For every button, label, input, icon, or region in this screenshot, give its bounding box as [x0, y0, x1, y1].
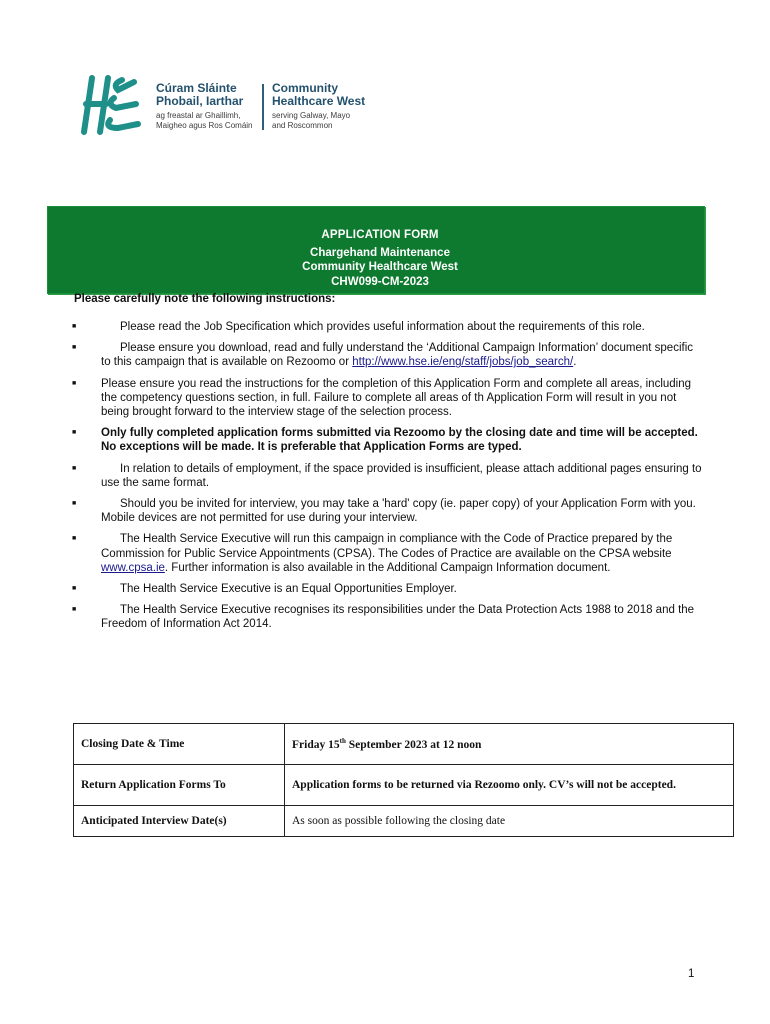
- instruction-text: The Health Service Executive recognises its responsibilities under the Data Protection Acts 1988 to 2018 and the Freedom of Information Act 2014.: [101, 604, 695, 631]
- form-title: APPLICATION FORM: [321, 229, 439, 241]
- logo-english-sub-1: serving Galway, Mayo: [272, 111, 351, 120]
- instruction-text: Please read the Job Specification which provides useful information about the requirements of this role.: [120, 321, 645, 333]
- instruction-text: Only fully completed application forms submitted via Rezoomo by the closing date and time will be accepted. No exceptions will be made. It is preferable that Application Forms are typed.: [101, 427, 698, 454]
- logo-english-sub-2: and Roscommon: [272, 121, 333, 130]
- bullet-icon: ■: [72, 585, 77, 593]
- instruction-text-end: .: [573, 356, 577, 369]
- job-title: Chargehand Maintenance: [310, 246, 450, 259]
- return-forms-label: Return Application Forms To: [74, 765, 285, 806]
- logo-irish-name-2: Phobail, Iarthar: [156, 94, 244, 108]
- page-number: 1: [688, 968, 695, 980]
- hse-logo-icon: [78, 74, 148, 136]
- instructions-list: [72, 320, 702, 632]
- instruction-text: Please ensure you read the instructions for the completion of this Application Form and complete all areas, including the competency questions section, in full. Failure to complete all areas of th Application Form will result in you not being brought forward to the interview stage of the selection process.: [101, 377, 692, 419]
- list-item: [72, 341, 702, 369]
- list-item: [72, 462, 702, 490]
- hse-logo: [78, 74, 378, 138]
- instructions-heading: Please carefully note the following instructions:: [74, 293, 336, 305]
- list-item: [72, 377, 702, 420]
- list-item: [72, 320, 702, 334]
- bullet-icon: ■: [72, 535, 77, 543]
- instruction-text: The Health Service Executive will run this campaign in compliance with the Code of Practice prepared by the Commission for Public Service Appointments (CPSA). The Codes of Practice are available on the CPSA website: [101, 533, 673, 560]
- bullet-icon: ■: [72, 464, 77, 472]
- hse-jobs-link[interactable]: http://www.hse.ie/eng/staff/jobs/job_search/: [352, 356, 574, 369]
- bullet-icon: ■: [72, 344, 77, 352]
- interview-date-value: As soon as possible following the closing date: [285, 806, 734, 837]
- instruction-text: Please ensure you download, read and fully understand the ‘Additional Campaign Information’ document specific to this campaign that is available on Rezoomo or: [101, 342, 694, 369]
- instruction-text: In relation to details of employment, if the space provided is insufficient, please attach additional pages ensuring to use the same format.: [101, 462, 702, 489]
- bullet-icon: ■: [72, 606, 77, 614]
- bullet-icon: ■: [72, 429, 77, 437]
- instruction-text: The Health Service Executive is an Equal Opportunities Employer.: [120, 583, 457, 596]
- interview-date-label: Anticipated Interview Date(s): [74, 806, 285, 837]
- closing-date-suffix: th: [339, 737, 346, 746]
- closing-date-day: Friday 15: [292, 738, 340, 751]
- closing-date-value: [285, 724, 734, 765]
- bullet-icon: ■: [72, 379, 77, 387]
- table-row: [74, 724, 734, 765]
- closing-date-rest: September 2023 at 12 noon: [345, 738, 482, 751]
- campaign-code: CHW099-CM-2023: [331, 275, 429, 288]
- list-item: [72, 532, 702, 575]
- list-item: [72, 497, 702, 525]
- instruction-text-end: . Further information is also available in the Additional Campaign Information document.: [164, 561, 611, 574]
- organisation-name: Community Healthcare West: [302, 261, 458, 273]
- cpsa-link[interactable]: www.cpsa.ie: [101, 561, 165, 574]
- logo-divider: [262, 84, 264, 130]
- table-row: [74, 806, 734, 837]
- key-dates-table: [73, 723, 734, 837]
- logo-irish-sub-1: ag freastal ar Ghaillimh,: [156, 111, 241, 120]
- closing-date-label: Closing Date & Time: [74, 724, 285, 765]
- table-row: [74, 765, 734, 806]
- list-item: [72, 582, 702, 596]
- logo-irish-sub-2: Maigheo agus Ros Comáin: [156, 121, 253, 130]
- instruction-text: Should you be invited for interview, you may take a 'hard' copy (ie. paper copy) of your Application Form with you. Mobile devices are not permitted for use during your interview.: [101, 498, 696, 525]
- bullet-icon: ■: [72, 323, 77, 330]
- logo-english-name-1: Community: [272, 81, 338, 95]
- title-banner: [47, 206, 705, 294]
- list-item: [72, 603, 702, 631]
- return-forms-value: Application forms to be returned via Rezoomo only. CV’s will not be accepted.: [285, 765, 734, 806]
- logo-irish-name-1: Cúram Sláinte: [156, 81, 237, 95]
- logo-english-name-2: Healthcare West: [272, 94, 366, 108]
- bullet-icon: ■: [72, 500, 77, 508]
- list-item: [72, 426, 702, 454]
